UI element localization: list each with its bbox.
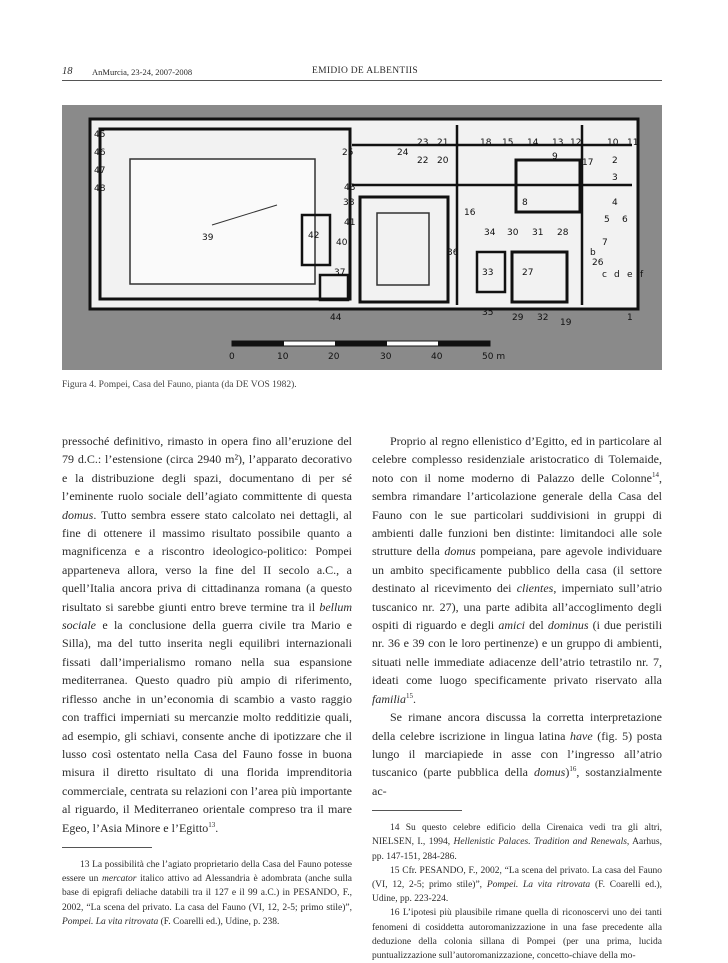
room-label: 37 xyxy=(334,268,346,278)
room-label: 30 xyxy=(507,228,519,238)
room-label: 38 xyxy=(343,198,355,208)
body-paragraph: Proprio al regno ellenistico d’Egitto, ed in particolare al celebre complesso residenziale aristocratico di Tolemaide, noto con il nome moderno di Palazzo delle Colonne$^{14}$, sembra rimandare l’articolazione generale della Casa del Fauno con le sue particolari suddivisioni in gruppi di ambienti dalle funzioni ben distinte: limitandoci alle sole strutture della domus pompeiana, pare agevole individuare un ambito specificamente pubblico della casa (il settore destinato al ricevimento dei clientes, imperniato sull’atrio tuscanico nr. 27), una parte adibita all’accoglimento degli ospiti di riguardo e degli amici del dominus (i due peristili nr. 36 e 39 con le loro pertinenze) e un gruppo di ambienti, situati nelle immediate adiacenze dell’atrio tetrastilo nr. 7, ideati come luogo specificamente privato riservato alla familia$^{15}$. xyxy=(372,434,663,706)
room-label: 41 xyxy=(344,218,356,228)
room-label: 47 xyxy=(94,166,106,176)
footnote-16: 16 L’ipotesi più plausibile rimane quella di riconoscervi uno dei tanti fenomeni di cosiddetta autoromanizzazione in una fase precedente alla deduzione della colonia sillana di Pompei (per una prima, lucida puntualizzazione sull’autoromanizzazione, concetto-chiave della mo- xyxy=(372,908,662,961)
room-label: 8 xyxy=(522,198,528,208)
room-label: 23 xyxy=(417,138,429,148)
room-label: 17 xyxy=(582,158,594,168)
left-column xyxy=(62,432,352,929)
page-number: 18 xyxy=(62,66,73,77)
room-label: 35 xyxy=(482,308,494,318)
room-label: 45 xyxy=(94,130,106,140)
room-label: 28 xyxy=(557,228,569,238)
running-header xyxy=(62,66,662,80)
figure-caption: Figura 4. Pompei, Casa del Fauno, pianta (da DE VOS 1982). xyxy=(62,380,297,390)
room-label: d xyxy=(614,270,620,280)
room-label: 20 xyxy=(437,156,449,166)
room-label: 10 xyxy=(607,138,619,148)
room-label: e xyxy=(627,270,633,280)
room-label: 4 xyxy=(612,198,618,208)
footnote-ref: 15 xyxy=(406,691,414,700)
journal-reference: AnMurcia, 23-24, 2007-2008 xyxy=(92,67,193,77)
room-label: 21 xyxy=(437,138,449,148)
room-label: f xyxy=(640,270,644,280)
footnotes xyxy=(62,858,352,929)
footnote-14: 14 Su questo celebre edificio della Cirenaica vedi tra gli altri, NIELSEN, I., 1994, Hellenistic Palaces. Tradition and Renewals, Aarhus, pp. 147-151, 284-286. xyxy=(372,823,662,862)
room-label: 1 xyxy=(627,313,633,323)
room-label: 26 xyxy=(592,258,604,268)
footnote-15: 15 Cfr. PESANDO, F., 2002, “La scena del privato. La casa del Fauno (VI, 12, 2-5; primo stile)”, Pompei. La vita ritrovata (F. Coarelli ed.), Udine, pp. 223-224. xyxy=(372,865,663,905)
room-label: 7 xyxy=(602,238,608,248)
room-label: 36 xyxy=(447,248,459,258)
room-label: 6 xyxy=(622,215,628,225)
room-label: 25 xyxy=(342,148,354,158)
room-label: 22 xyxy=(417,156,429,166)
floor-plan-figure xyxy=(62,105,662,370)
room-label: 14 xyxy=(527,138,539,148)
room-label: 39 xyxy=(202,233,214,243)
room-label: 43 xyxy=(344,183,356,193)
scale-tick-label: 40 xyxy=(431,352,443,362)
room-label: 31 xyxy=(532,228,544,238)
room-label: 15 xyxy=(502,138,514,148)
room-label: 16 xyxy=(464,208,476,218)
footnote-ref: 16 xyxy=(569,765,577,774)
body-paragraph: Se rimane ancora discussa la corretta interpretazione della celebre iscrizione in lingua latina have (fig. 5) posta lungo il marciapiede in asse con l’ingresso all’atrio tuscanico (parte pubblica della domus)$^{16}$, sostanzialmente ac- xyxy=(372,710,663,798)
footnote-rule xyxy=(372,810,462,811)
room-label: 12 xyxy=(570,138,582,148)
room-label: 24 xyxy=(397,148,409,158)
room-label: 42 xyxy=(308,231,320,241)
room-label: 9 xyxy=(552,152,558,162)
room-label: b xyxy=(590,248,596,258)
room-label: 46 xyxy=(94,148,106,158)
footnote-ref: 14 xyxy=(652,470,659,479)
footnote-ref: 13 xyxy=(208,820,216,829)
room-label: 32 xyxy=(537,313,549,323)
room-label: c xyxy=(602,270,607,280)
scale-tick-label: 30 xyxy=(380,352,392,362)
room-label: 34 xyxy=(484,228,496,238)
right-column xyxy=(372,432,662,963)
room-label: 18 xyxy=(480,138,492,148)
scale-tick-label: 10 xyxy=(277,352,289,362)
footnote-rule xyxy=(62,847,152,848)
room-label: 11 xyxy=(627,138,639,148)
footnotes xyxy=(372,821,662,963)
body-paragraph: pressoché definitivo, rimasto in opera fino all’eruzione del 79 d.C.: l’estensione (circa 2940 m²), l’apparato decorativo e la distribuzione degli spazi, documentano di per sé l’eminente ruolo sociale dell’agiato committente di questa domus. Tutto sembra essere stato calcolato nei dettagli, al fine di ottenere il massimo risultato possibile quanto a magnificenza e a riscontro ideologico-politico: Pompei apparteneva allora, verso la fine del II secolo a.C., a quell’Italia ancora priva di cittadinanza romana (a questo risultato si sarebbe giunti entro breve termine tra il bellum sociale e la conclusione della guerra civile tra Mario e Silla), ma del tutto inserita negli equilibri internazionali fissati dall’imperialismo romano nella sua espansione mediterranea. Questo quadro più ampio di riferimento, riflesso anche in un’economia di scambio a vasto raggio con traffici imperniati su mercanzie molto redditizie quali, ad esempio, gli schiavi, consente anche di ipotizzare che il lusso così ostentato nella Casa del Fauno fosse in buona misura il diretto risultato di una florida imprenditoria commerciale, centrata su relazioni con l’area più importante al riguardo, il Mediterraneo orientale compreso tra il mare Egeo, l’Asia Minore e l’Egitto$^{13}$. xyxy=(62,434,353,835)
room-label: 19 xyxy=(560,318,572,328)
room-label: 29 xyxy=(512,313,524,323)
room-label: 40 xyxy=(336,238,348,248)
scale-tick-label: 50 m xyxy=(482,352,506,362)
room-label: 48 xyxy=(94,184,106,194)
room-label: 27 xyxy=(522,268,534,278)
room-label: 33 xyxy=(482,268,494,278)
room-label: 5 xyxy=(604,215,610,225)
footnote-13: 13 La possibilità che l’agiato proprietario della Casa del Fauno potesse essere un mercator italico attivo ad Alessandria è adombrata (anche sulla base di epigrafi deliache databili tra il 127 e il 99 a.C.) in PESANDO, F., 2002, “La scena del privato. La casa del Fauno (VI, 12, 2-5; primo stile)”, Pompei. La vita ritrovata (F. Coarelli ed.), Udine, p. 238. xyxy=(62,859,352,927)
scale-tick-label: 20 xyxy=(328,352,340,362)
author-name: EMIDIO DE ALBENTIIS xyxy=(312,66,418,76)
room-label: 3 xyxy=(612,173,618,183)
room-label: 13 xyxy=(552,138,564,148)
room-label: 44 xyxy=(330,313,342,323)
scale-tick-label: 0 xyxy=(229,352,235,362)
header-rule xyxy=(62,80,662,81)
room-label: 2 xyxy=(612,156,618,166)
